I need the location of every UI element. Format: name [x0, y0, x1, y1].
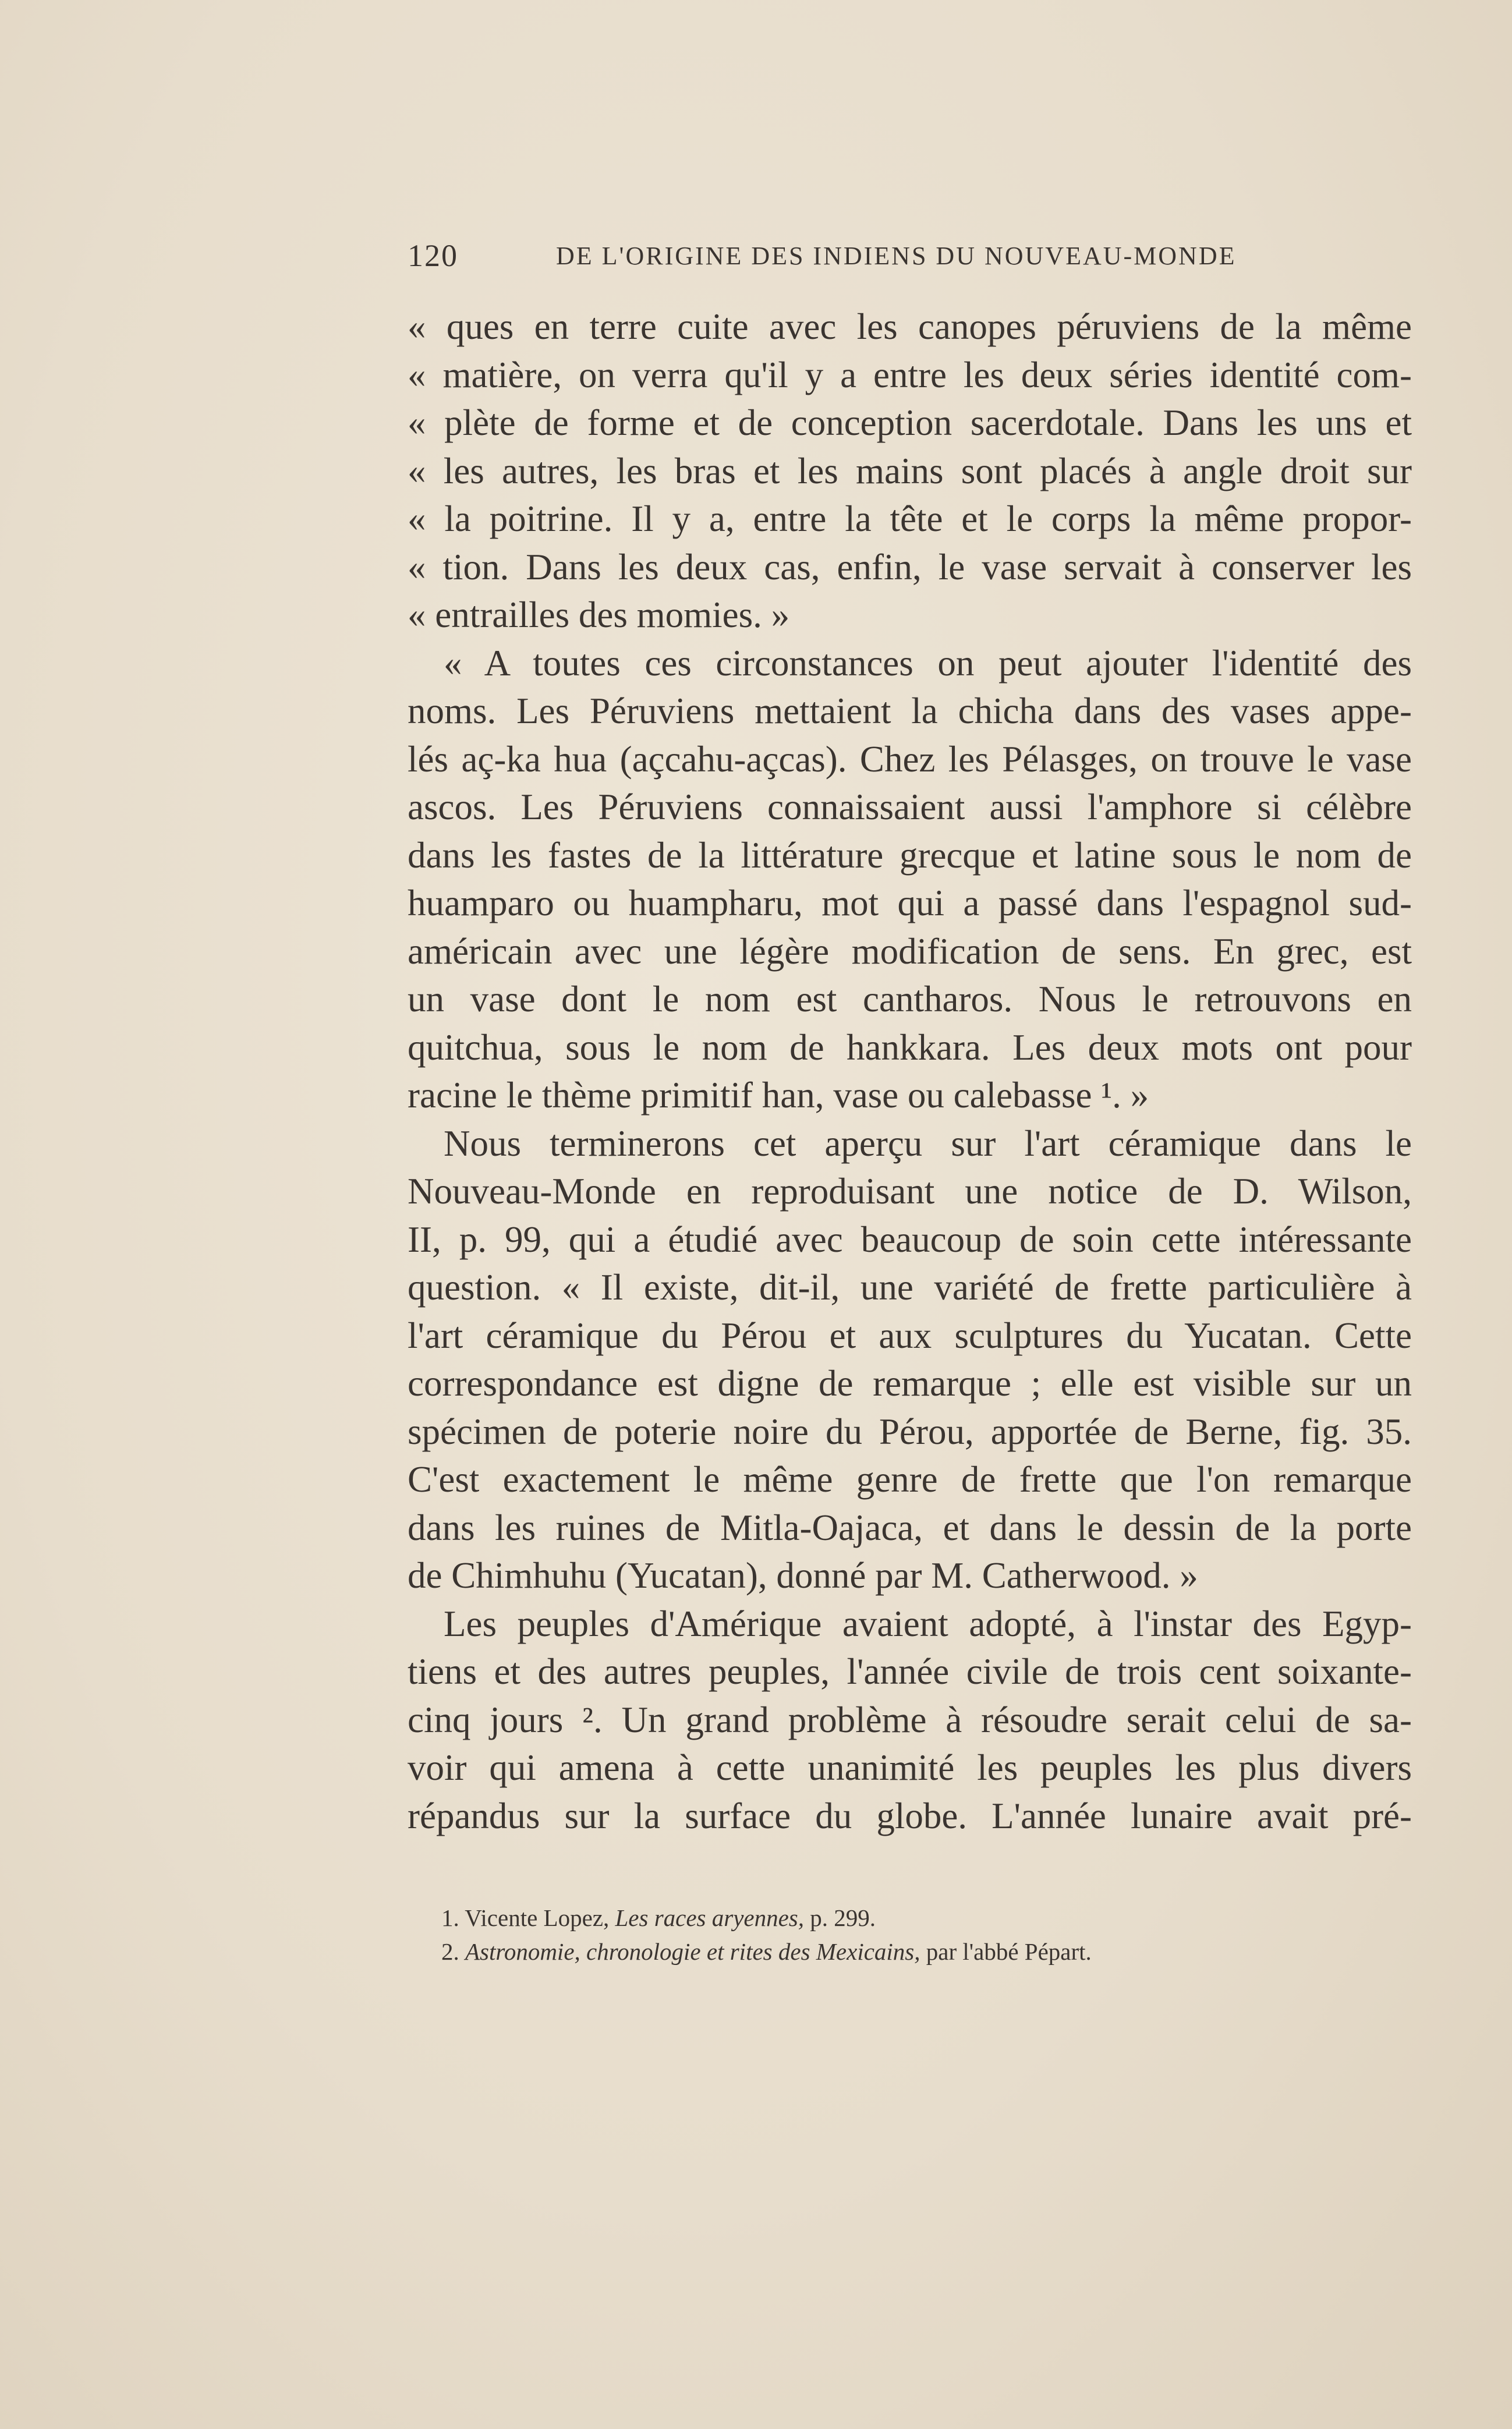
text-line: « la poitrine. Il y a, entre la tête et le corps la même propor-: [408, 498, 1412, 539]
text-line: « plète de forme et de conception sacerdotale. Dans les uns et: [408, 402, 1412, 443]
text-line: tiens et des autres peuples, l'année civile de trois cent soixante-: [408, 1651, 1412, 1692]
text-line: Nous terminerons cet aperçu sur l'art céramique dans le: [444, 1123, 1412, 1164]
text-line: l'art céramique du Pérou et aux sculptures du Yucatan. Cette: [408, 1315, 1412, 1356]
footnote-1: [441, 1901, 1315, 1935]
text-line: noms. Les Péruviens mettaient la chicha dans des vases appe-: [408, 691, 1412, 731]
footnotes: [441, 1901, 1315, 1968]
text-line: de Chimhuhu (Yucatan), donné par M. Catherwood. »: [408, 1555, 1198, 1596]
footnote-title: Astronomie, chronologie et rites des Mexicains,: [465, 1938, 920, 1965]
text-line: « entrailles des momies. »: [408, 594, 790, 635]
text-line: lés aç-ka hua (açcahu-açcas). Chez les Pélasges, on trouve le vase: [408, 738, 1412, 780]
footnote-number: 2.: [441, 1938, 459, 1965]
footnote-page: p. 299.: [810, 1904, 876, 1931]
text-line: répandus sur la surface du globe. L'année lunaire avait pré-: [408, 1795, 1412, 1836]
text-line: quitchua, sous le nom de hankkara. Les deux mots ont pour: [408, 1026, 1412, 1068]
text-line: « matière, on verra qu'il y a entre les deux séries identité com-: [408, 354, 1412, 395]
text-line: racine le thème primitif han, vase ou calebasse ¹. »: [408, 1075, 1149, 1116]
footnote-title: Les races aryennes,: [615, 1904, 805, 1931]
text-line: question. « Il existe, dit-il, une variété de frette particulière à: [408, 1267, 1412, 1308]
footnote-2: [441, 1935, 1315, 1968]
text-line: « A toutes ces circonstances on peut ajouter l'identité des: [444, 642, 1412, 684]
page-number: 120: [408, 238, 458, 273]
text-line: C'est exactement le même genre de frette que l'on remarque: [408, 1459, 1412, 1500]
text-line: correspondance est digne de remarque ; elle est visible sur un: [408, 1363, 1412, 1404]
text-line: II, p. 99, qui a étudié avec beaucoup de soin cette intéressante: [408, 1219, 1412, 1260]
text-line: ascos. Les Péruviens connaissaient aussi l'amphore si célèbre: [408, 787, 1412, 827]
text-line: cinq jours ². Un grand problème à résoudre serait celui de sa-: [408, 1699, 1412, 1740]
page-header: [408, 238, 1269, 278]
text-line: spécimen de poterie noire du Pérou, apportée de Berne, fig. 35.: [408, 1411, 1412, 1452]
text-line: dans les ruines de Mitla-Oajaca, et dans le dessin de la porte: [408, 1507, 1412, 1548]
footnote-number: 1.: [441, 1904, 459, 1931]
text-line: huamparo ou huampharu, mot qui a passé dans l'espagnol sud-: [408, 883, 1412, 923]
text-line: « ques en terre cuite avec les canopes péruviens de la même: [408, 306, 1412, 347]
text-line: Nouveau-Monde en reproduisant une notice de D. Wilson,: [408, 1171, 1412, 1212]
text-line: « les autres, les bras et les mains sont placés à angle droit sur: [408, 450, 1412, 491]
text-line: un vase dont le nom est cantharos. Nous le retrouvons en: [408, 979, 1412, 1019]
text-line: dans les fastes de la littérature grecque et latine sous le nom de: [408, 834, 1412, 876]
text-line: « tion. Dans les deux cas, enfin, le vase servait à conserver les: [408, 546, 1412, 587]
text-line: voir qui amena à cette unanimité les peuples les plus divers: [408, 1747, 1412, 1788]
footnote-author: par l'abbé Pépart.: [926, 1938, 1092, 1965]
running-title: DE L'ORIGINE DES INDIENS DU NOUVEAU-MONDE: [556, 242, 1237, 270]
text-line: Les peuples d'Amérique avaient adopté, à l'instar des Egyp-: [444, 1603, 1412, 1644]
text-line: américain avec une légère modification de sens. En grec, est: [408, 930, 1412, 972]
footnote-author: Vicente Lopez,: [465, 1904, 610, 1931]
body-text: [408, 303, 1412, 1840]
